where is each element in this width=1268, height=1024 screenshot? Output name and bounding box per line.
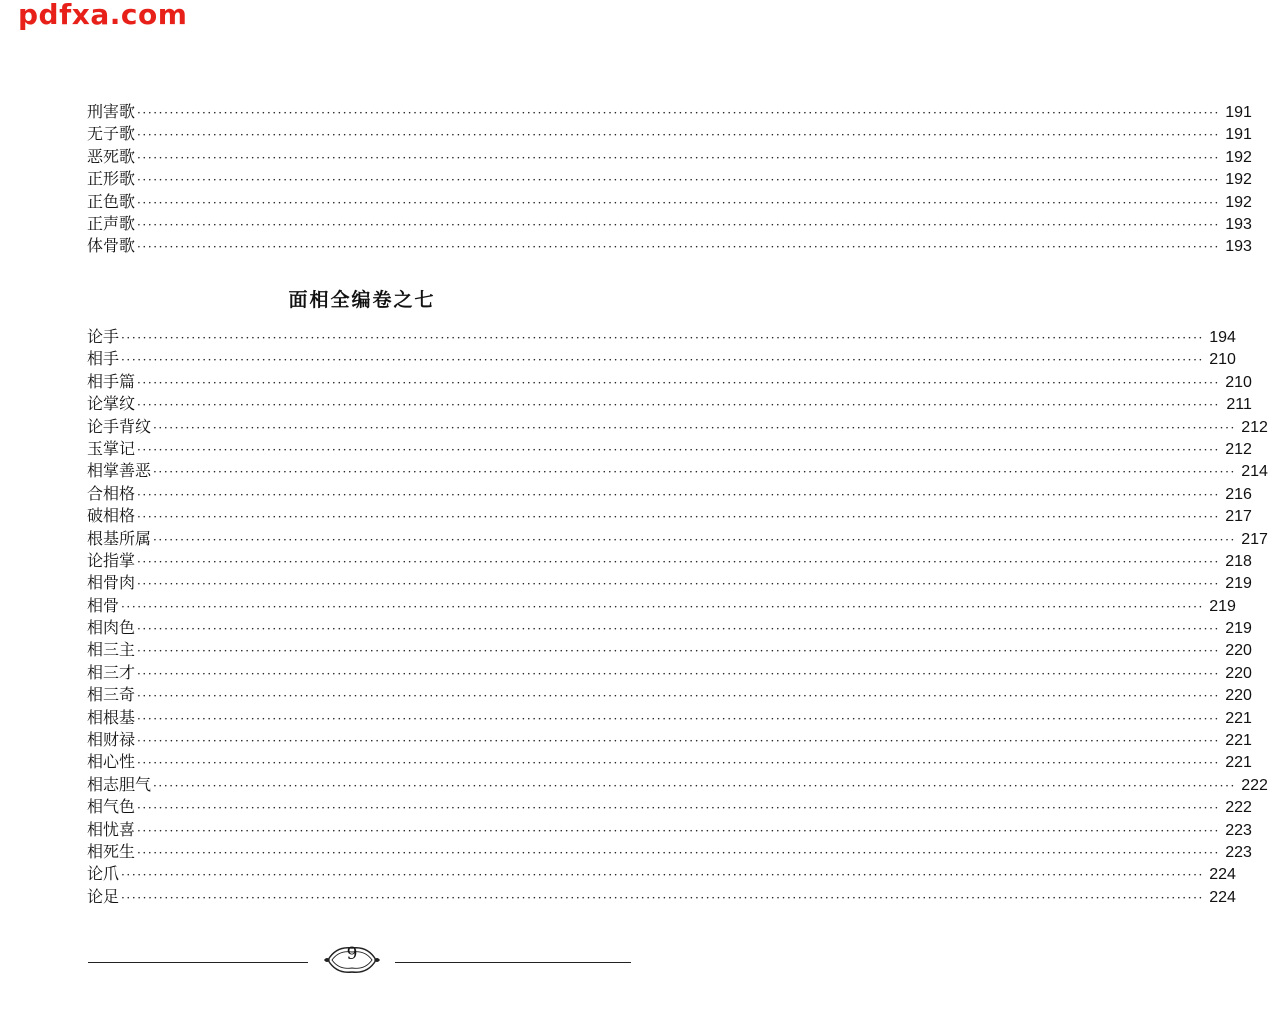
- toc-entry: [87, 751, 1252, 773]
- toc-leader-dots: ········································································································································································································: [137, 644, 1220, 659]
- toc-entry-page: 220: [1225, 642, 1252, 660]
- toc-entry: [87, 595, 1236, 617]
- toc-entry: [87, 550, 1252, 572]
- toc-entry: [87, 123, 1252, 145]
- toc-entry-page: 193: [1225, 238, 1252, 256]
- toc-entry-page: 219: [1225, 620, 1252, 638]
- toc-entry-title: 正色歌: [87, 191, 136, 211]
- volume-heading: 面相全编卷之七: [288, 289, 436, 311]
- toc-entry-title: 相骨肉: [87, 573, 136, 593]
- toc-leader-dots: ········································································································································································································: [153, 778, 1236, 793]
- toc-entry-page: 219: [1225, 575, 1252, 593]
- toc-entry-page: 224: [1209, 888, 1236, 906]
- toc-entry: [87, 774, 1268, 796]
- toc-entry-title: 破相格: [87, 506, 136, 526]
- toc-entry-title: 相志胆气: [87, 774, 152, 794]
- toc-entry-page: 194: [1209, 329, 1236, 346]
- toc-entry: [87, 617, 1252, 639]
- toc-entry: [87, 528, 1268, 550]
- toc-entry-page: 210: [1209, 351, 1236, 369]
- toc-entry: [87, 684, 1252, 706]
- toc-entry: [87, 863, 1236, 885]
- toc-entry-title: 相气色: [87, 797, 136, 817]
- toc-entry-title: 相心性: [87, 752, 136, 772]
- toc-entry-page: 221: [1225, 709, 1252, 727]
- toc-leader-dots: ········································································································································································································: [137, 375, 1220, 390]
- toc-leader-dots: ········································································································································································································: [137, 128, 1220, 143]
- toc-entry: [87, 572, 1252, 594]
- toc-entry-title: 相骨: [87, 595, 120, 615]
- toc-entry: [87, 235, 1252, 257]
- toc-leader-dots: ········································································································································································································: [137, 510, 1220, 525]
- toc-entry: [87, 326, 1236, 348]
- toc-entry-title: 论掌纹: [87, 394, 136, 414]
- toc-entry-title: 合相格: [87, 483, 136, 503]
- toc-leader-dots: ········································································································································································································: [153, 420, 1236, 435]
- toc-entry-page: 217: [1225, 508, 1252, 526]
- toc-entry: [87, 101, 1252, 123]
- toc-entry: [87, 191, 1252, 213]
- toc-entry-page: 223: [1225, 843, 1252, 861]
- toc-entry-title: 论手背纹: [87, 416, 152, 436]
- toc-leader-dots: ········································································································································································································: [153, 532, 1236, 547]
- toc-leader-dots: ········································································································································································································: [137, 577, 1220, 592]
- toc-entry-page: 211: [1226, 396, 1252, 414]
- toc-entry: [87, 460, 1268, 482]
- toc-entry-page: 212: [1241, 418, 1268, 436]
- toc-entry-title: 玉掌记: [87, 438, 136, 458]
- toc-entry-page: 214: [1241, 463, 1268, 481]
- toc-leader-dots: ········································································································································································································: [137, 734, 1220, 749]
- toc-entry-title: 正形歌: [87, 169, 136, 189]
- toc-entry-title: 相手: [87, 349, 120, 369]
- toc-entry-page: 221: [1225, 732, 1252, 750]
- toc-entry-title: 论爪: [87, 864, 120, 884]
- toc-entry-page: 191: [1225, 104, 1252, 121]
- toc-entry: [87, 841, 1252, 863]
- toc-entry-page: 212: [1225, 440, 1252, 458]
- toc-leader-dots: ········································································································································································································: [137, 756, 1220, 771]
- toc-leader-dots: ········································································································································································································: [137, 711, 1220, 726]
- toc-entry-title: 根基所属: [87, 528, 152, 548]
- toc-entry: [87, 213, 1252, 235]
- toc-entry: [87, 639, 1252, 661]
- toc-entry-page: 192: [1225, 148, 1252, 166]
- toc-entry-title: 论手: [87, 327, 120, 346]
- toc-entry-title: 相根基: [87, 707, 136, 727]
- toc-entry: [87, 438, 1252, 460]
- toc-entry-title: 相三奇: [87, 685, 136, 705]
- toc-leader-dots: ········································································································································································································: [137, 845, 1220, 860]
- toc-entry: [87, 819, 1252, 841]
- toc-leader-dots: ········································································································································································································: [137, 398, 1220, 413]
- toc-entry-title: 刑害歌: [87, 102, 136, 121]
- toc-leader-dots: ········································································································································································································: [137, 217, 1220, 232]
- toc-entry: [87, 662, 1252, 684]
- toc-entry-title: 体骨歌: [87, 236, 136, 256]
- toc-entry-page: 192: [1225, 171, 1252, 189]
- toc-entry: [87, 886, 1236, 908]
- toc-entry: [87, 505, 1252, 527]
- toc-entry-page: 222: [1225, 799, 1252, 817]
- toc-leader-dots: ········································································································································································································: [153, 465, 1236, 480]
- toc-entry-title: 相掌善恶: [87, 461, 152, 481]
- toc-leader-dots: ········································································································································································································: [137, 823, 1220, 838]
- toc-leader-dots: ········································································································································································································: [137, 801, 1220, 816]
- toc-entry-title: 相死生: [87, 841, 136, 861]
- toc-entry-page: 216: [1225, 485, 1252, 503]
- toc-leader-dots: ········································································································································································································: [121, 331, 1204, 345]
- toc-leader-dots: ········································································································································································································: [137, 554, 1220, 569]
- toc-leader-dots: ········································································································································································································: [137, 173, 1220, 188]
- toc-section-a: [87, 101, 1252, 258]
- toc-leader-dots: ········································································································································································································: [137, 106, 1220, 120]
- toc-entry-title: 无子歌: [87, 124, 136, 144]
- toc-entry-title: 相手篇: [87, 371, 136, 391]
- toc-leader-dots: ········································································································································································································: [137, 240, 1220, 255]
- toc-entry-title: 相三主: [87, 640, 136, 660]
- toc-entry: [87, 393, 1252, 415]
- toc-entry-page: 221: [1225, 754, 1252, 772]
- toc-entry-page: 219: [1209, 597, 1236, 615]
- toc-entry-page: 192: [1225, 193, 1252, 211]
- toc-entry: [87, 707, 1252, 729]
- toc-entry: [87, 796, 1252, 818]
- toc-entry-title: 论足: [87, 886, 120, 906]
- toc-entry: [87, 168, 1252, 190]
- toc-entry-page: 210: [1225, 373, 1252, 391]
- page-number: 9: [346, 944, 358, 964]
- toc-leader-dots: ········································································································································································································: [137, 622, 1220, 637]
- toc-entry: [87, 483, 1252, 505]
- toc-entry-page: 222: [1241, 776, 1268, 794]
- toc-entry-page: 191: [1225, 126, 1252, 144]
- toc-entry: [87, 146, 1252, 168]
- toc-entry-page: 218: [1225, 552, 1252, 570]
- toc-leader-dots: ········································································································································································································: [137, 442, 1220, 457]
- toc-leader-dots: ········································································································································································································: [137, 666, 1220, 681]
- toc-entry-page: 217: [1241, 530, 1268, 548]
- toc-entry: [87, 416, 1268, 438]
- toc-entry-page: 220: [1225, 664, 1252, 682]
- toc-entry-title: 相肉色: [87, 618, 136, 638]
- footer-rule-left: [88, 962, 308, 963]
- footer-rule-right: [395, 962, 631, 963]
- toc-entry-page: 193: [1225, 215, 1252, 233]
- toc-entry-page: 224: [1209, 866, 1236, 884]
- watermark-logo: pdfxa.com: [18, 0, 188, 31]
- toc-leader-dots: ········································································································································································································: [137, 195, 1220, 210]
- toc-leader-dots: ········································································································································································································: [121, 868, 1204, 883]
- toc-entry-title: 论指掌: [87, 550, 136, 570]
- toc-leader-dots: ········································································································································································································: [121, 599, 1204, 614]
- toc-leader-dots: ········································································································································································································: [137, 487, 1220, 502]
- toc-entry-page: 223: [1225, 821, 1252, 839]
- toc-entry-title: 正声歌: [87, 213, 136, 233]
- toc-leader-dots: ········································································································································································································: [137, 689, 1220, 704]
- toc-entry-title: 相财禄: [87, 730, 136, 750]
- toc-entry: [87, 371, 1252, 393]
- toc-leader-dots: ········································································································································································································: [137, 150, 1220, 165]
- toc-leader-dots: ········································································································································································································: [121, 890, 1204, 905]
- toc-entry-page: 220: [1225, 687, 1252, 705]
- toc-entry-title: 相忧喜: [87, 819, 136, 839]
- toc-entry: [87, 729, 1252, 751]
- toc-section-b: [87, 326, 1268, 908]
- toc-entry-title: 恶死歌: [87, 146, 136, 166]
- toc-entry-title: 相三才: [87, 662, 136, 682]
- toc-entry: [87, 348, 1236, 370]
- toc-leader-dots: ········································································································································································································: [121, 353, 1204, 368]
